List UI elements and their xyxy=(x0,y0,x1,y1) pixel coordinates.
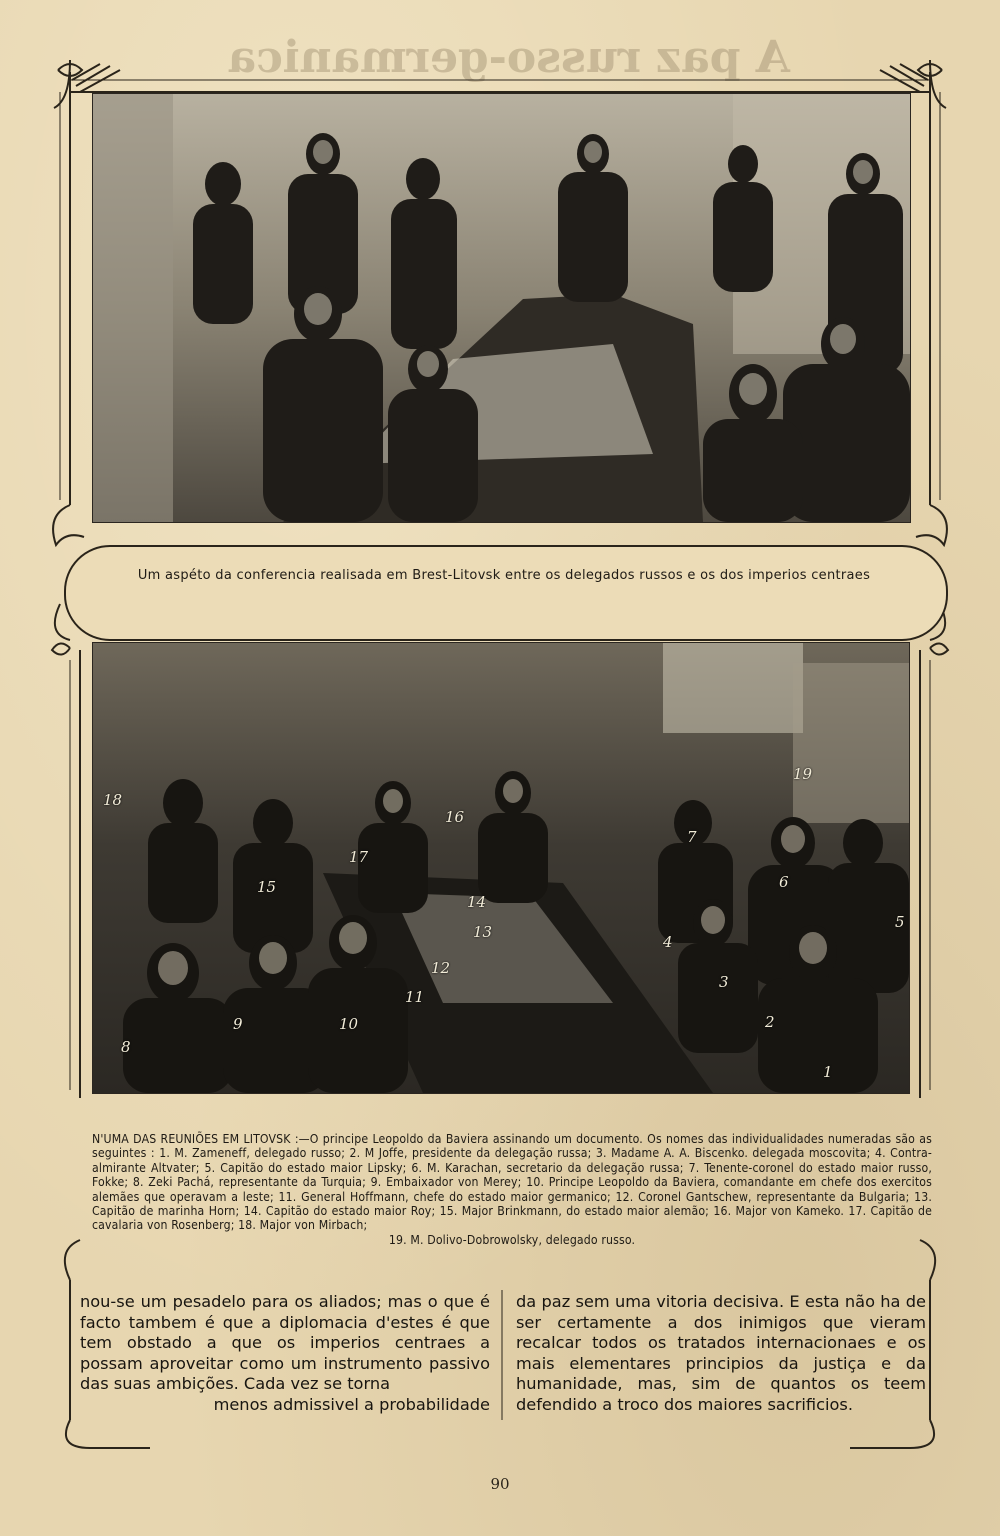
photo-number-17: 17 xyxy=(349,848,369,866)
article-right-column xyxy=(516,1292,926,1416)
photo-number-5: 5 xyxy=(895,913,905,931)
top-photo-caption: Um aspéto da conferencia realisada em Brest-Litovsk entre os delegados russos e os dos imperios centraes xyxy=(137,568,871,583)
photo-number-8: 8 xyxy=(121,1038,131,1056)
bottom-photo-caption-last-line: 19. M. Dolivo-Dobrowolsky, delegado russo. xyxy=(388,1232,636,1247)
bottom-photo-caption xyxy=(92,1132,932,1247)
photo-number-7: 7 xyxy=(687,828,697,846)
bottom-photo-caption-text: N'UMA DAS REUNIÕES EM LITOVSK :—O principe Leopoldo da Baviera assinando um documento. Os nomes das individualidades numeradas são as seguintes : 1. M. Zameneff, delegado russo; 2. M Joffe, presidente da delegação russa; 3. Madame A. A. Biscenko. delegada moscovita; 4. Contra-almirante Altvater; 5. Capitão do estado maior Lipsky; 6. M. Karachan, secretario da delegação russa; 7. Tenente-coronel do estado maior russo, Fokke; 8. Zeki Pachá, representante da Turquia; 9. Embaixador von Merey; 10. Principe Leopoldo da Baviera, comandante em chefe dos exercitos alemães que operavam a leste; 11. General Hoffmann, chefe do estado maior germanico; 12. Coronel Gantschew, representante da Bulgaria; 13. Capitão de marinha Horn; 14. Capitão do estado maior Roy; 15. Major Brinkmann, do estado maior alemão; 16. Major von Kameko. 17. Capitão de cavalaria von Rosenberg; 18. Major von Mirbach; xyxy=(92,1132,932,1233)
photo-number-3: 3 xyxy=(719,973,729,991)
photo-number-4: 4 xyxy=(663,933,673,951)
article-left-last-line: menos admissivel a probabilidade xyxy=(213,1394,490,1414)
top-caption-frame xyxy=(64,545,948,641)
photo-number-16: 16 xyxy=(445,808,465,826)
photo-number-10: 10 xyxy=(339,1015,359,1033)
bleed-through-title: A paz russo-germanica xyxy=(227,32,790,83)
photo-number-9: 9 xyxy=(233,1015,243,1033)
photo-number-2: 2 xyxy=(765,1013,775,1031)
photo-number-11: 11 xyxy=(405,988,425,1006)
photo-number-14: 14 xyxy=(467,893,487,911)
signing-photo-bottom-image xyxy=(93,643,909,1093)
photo-number-13: 13 xyxy=(473,923,493,941)
photo-number-1: 1 xyxy=(823,1063,833,1081)
article-left-text: nou-se um pesadelo para os aliados; mas o que é facto tambem é que a diplomacia d'estes é que tem obstado a que os imperios centraes a possam aproveitar como um instrumento passivo das suas ambições. Cada vez se torna xyxy=(80,1292,490,1394)
photo-number-15: 15 xyxy=(257,878,277,896)
photo-number-6: 6 xyxy=(779,873,789,891)
article-right-text: da paz sem uma vitoria decisiva. E esta não ha de ser certamente a dos inimigos que vieram recalcar todos os tratados internacionaes e os mais elementares principios da justiça e da humanidade, mas, sim de quantos os teem defendido a troco dos maiores sacrificios. xyxy=(516,1292,926,1414)
article-left-column xyxy=(80,1292,490,1416)
signing-photo-bottom xyxy=(92,642,910,1094)
page-number: 90 xyxy=(490,1475,510,1493)
photo-number-19: 19 xyxy=(793,765,813,783)
photo-number-18: 18 xyxy=(103,791,123,809)
photo-number-12: 12 xyxy=(431,959,451,977)
conference-photo-top xyxy=(92,93,911,523)
conference-photo-top-image xyxy=(93,94,910,522)
